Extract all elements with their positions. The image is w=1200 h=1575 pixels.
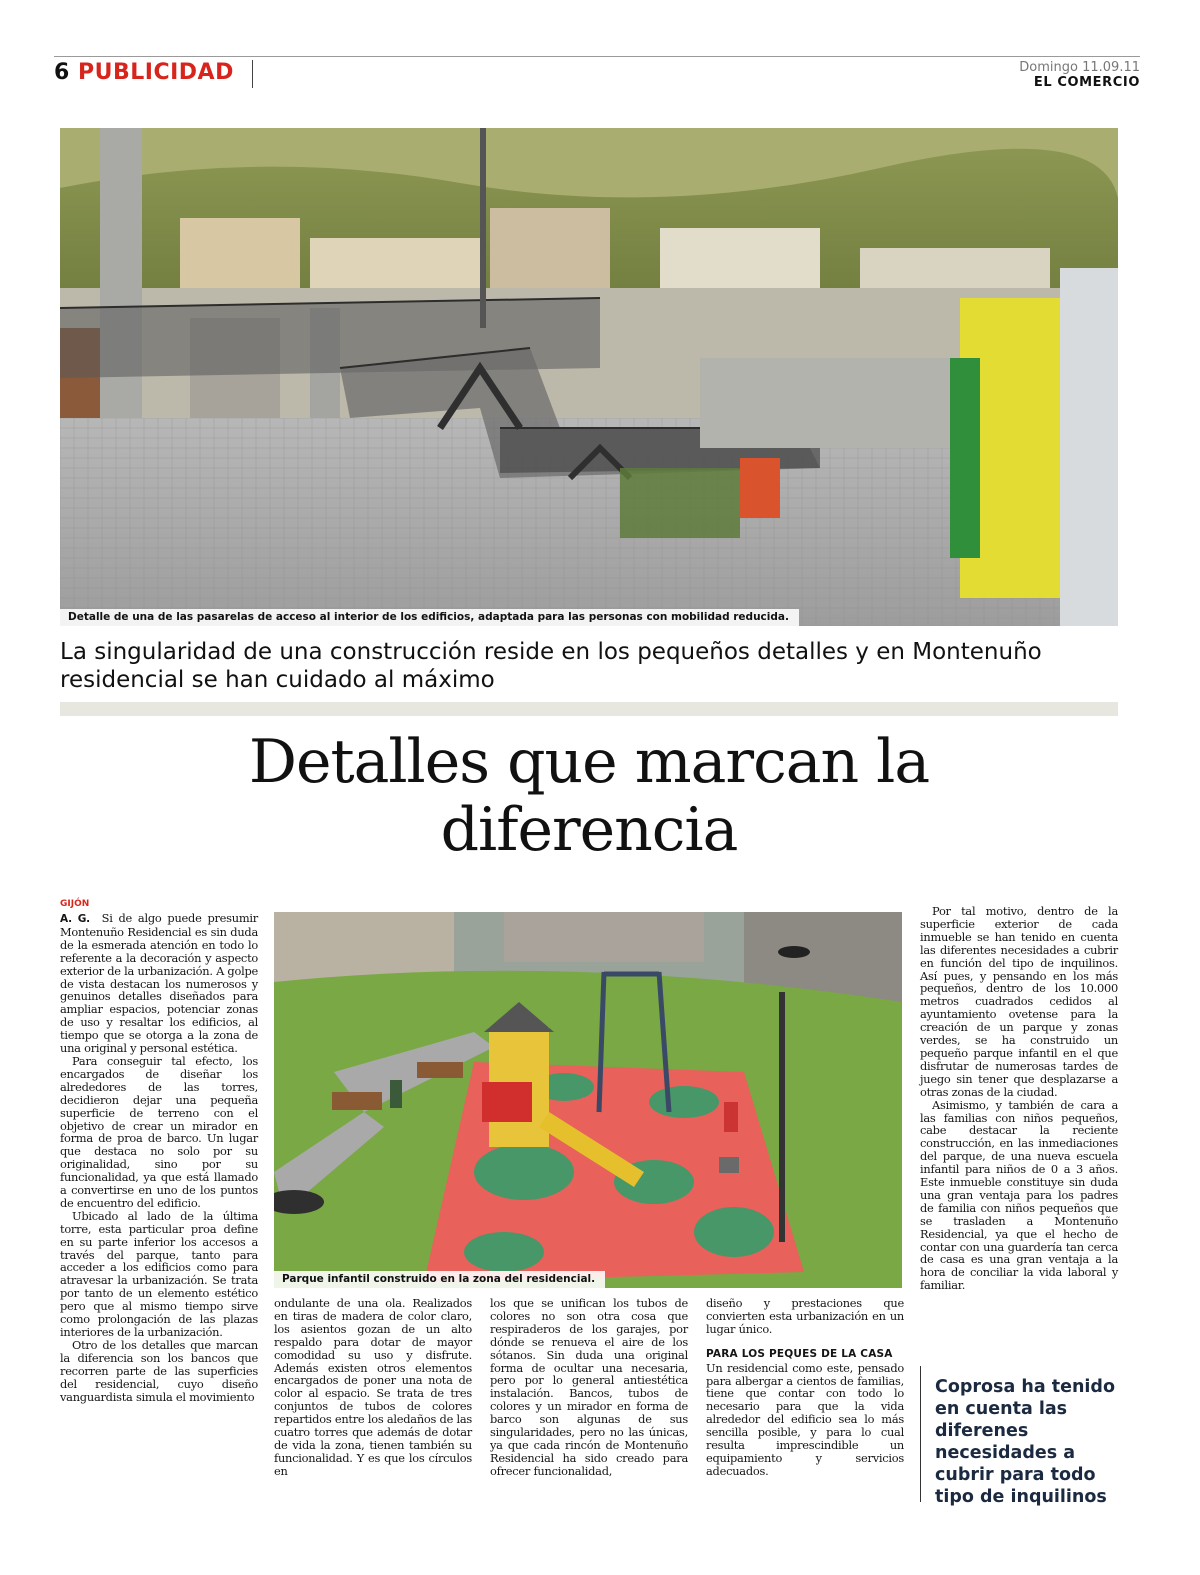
newspaper-name: EL COMERCIO bbox=[1033, 75, 1140, 90]
paragraph: Asimismo, y también de cara a las familias con niños pequeños, cabe destacar la reciente construcción, en las inmediaciones del parque, de una nueva escuela infantil para niños de 0 a 3 años. Este inmueble constituye sin duda una gran ventaja para los padres de familia con niños pequeños que se trasladen a Montenuño Residencial, ya que el hecho de contar con una guardería tan cerca de casa es una gran ventaja a la hora de conciliar la vida laboral y familiar. bbox=[920, 1097, 1118, 1293]
article-byline: A. G. bbox=[60, 913, 90, 925]
pull-quote: Coprosa ha tenido en cuenta las diferenes necesidades a cubrir para todo tipo de inquilinos bbox=[935, 1377, 1115, 1507]
playground-photo-caption: Parque infantil construido en la zona del residencial. bbox=[274, 1271, 605, 1288]
paragraph: Por tal motivo, dentro de la superficie exterior de cada inmueble se han tenido en cuenta las diferentes necesidades a cubrir en función del tipo de inquilinos. Así pues, y pensando en los más pequeños, dentro de los 10.000 metros cuadrados cedidos al ayuntamiento ovetense para la creación de un parque y zonas verdes, se ha construido un pequeño parque infantil en el que disfrutar de numerosas tardes de juego sin tener que desplazarse a otras zonas de la ciudad. bbox=[920, 904, 1118, 1099]
article-column-5 bbox=[920, 905, 1118, 1292]
headline-line-2: diferencia bbox=[440, 795, 738, 865]
paragraph: Ubicado al lado de la última torre, esta particular proa define en su parte inferior los accesos a través del parque, tanto para acceder a los edificios como para atravesar la urbanización. Se trata por tanto de un elemento estético pero que al mismo tiempo sirve como prolongación de las plazas interiores de la urbanización. bbox=[60, 1208, 258, 1339]
top-rule bbox=[54, 56, 1140, 57]
article-column-4 bbox=[706, 1297, 904, 1478]
headline-line-1: Detalles que marcan la bbox=[248, 727, 930, 797]
article-column-3 bbox=[490, 1297, 688, 1478]
pull-quote-box bbox=[920, 1366, 1121, 1507]
walkway-illustration bbox=[60, 128, 1118, 626]
paragraph: los que se unifican los tubos de colores no son otra cosa que respiraderos de los garajes, por dónde se renueva el aire de los sótanos. Sin duda una original forma de ocultar una necesaria, pero por lo general antiestética instalación. Bancos, tubos de colores y un mirador en forma de barco son algunas de sus singularidades, pero no las únicas, ya que cada rincón de Montenuño Residencial ha sido creado para ofrecer funcionalidad, bbox=[490, 1296, 688, 1478]
article-subtitle: La singularidad de una construcción reside en los pequeños detalles y en Montenuño residencial se han cuidado al máximo bbox=[60, 639, 1042, 693]
issue-date: Domingo 11.09.11 bbox=[1019, 60, 1140, 75]
paragraph: ondulante de una ola. Realizados en tiras de madera de color claro, los asientos gozan de un alto respaldo para dotar de mayor comodidad su uso y disfrute. Además existen otros elementos encargados de poner una nota de color al espacio. Se trata de tres conjuntos de tubos de colores repartidos entre los aledaños de las cuatro torres que además de dotar de vida la zona, tienen también su funcionalidad. Y es que los círculos en bbox=[274, 1296, 472, 1478]
article-column-1 bbox=[60, 912, 258, 1403]
section-label: PUBLICIDAD bbox=[78, 60, 234, 85]
paragraph-text: Si de algo puede presumir Montenuño Residencial es sin duda de la esmerada atención en todo lo referente a la decoración y aspecto exterior de la urbanización. A golpe de vista destacan los numerosos y genuinos detalles diseñados para ampliar espacios, potenciar zonas de uso y resaltar los edificios, al tiempo que se otorga a la zona de una original y personal estética. bbox=[60, 911, 258, 1056]
playground-illustration bbox=[274, 912, 902, 1288]
page-number: 6 bbox=[54, 60, 70, 85]
paragraph: Un residencial como este, pensado para albergar a cientos de familias, tiene que contar con todo lo necesario para que la vida alrededor del edificio sea lo más sencilla posible, y para lo cual resulta imprescindible un equipamiento y servicios adecuados. bbox=[706, 1360, 904, 1478]
subtitle-rule bbox=[60, 702, 1118, 716]
walkway-photo bbox=[60, 128, 1118, 626]
article-headline bbox=[60, 728, 1118, 864]
article-column-2 bbox=[274, 1297, 472, 1478]
paragraph: Para conseguir tal efecto, los encargados de diseñar los alrededores de las torres, decidieron dejar una pequeña superficie de terreno con el objetivo de crear un mirador en forma de proa de barco. Un lugar que destaca no solo por su originalidad, sino por su funcionalidad, ya que está llamado a convertirse en uno de los puntos de encuentro del edificio. bbox=[60, 1053, 258, 1210]
paragraph: Otro de los detalles que marcan la diferencia son los bancos que recorren parte de las superficies del residencial, cuyo diseño vanguardista simula el movimiento bbox=[60, 1337, 258, 1404]
paragraph: diseño y prestaciones que convierten esta urbanización en un lugar único. bbox=[706, 1296, 904, 1336]
walkway-photo-caption: Detalle de una de las pasarelas de acceso al interior de los edificios, adaptada para las personas con mobilidad reducida. bbox=[60, 609, 799, 626]
paragraph bbox=[60, 912, 258, 1055]
masthead-separator bbox=[252, 60, 253, 88]
playground-photo bbox=[274, 912, 902, 1288]
section-subhead: PARA LOS PEQUES DE LA CASA bbox=[706, 1347, 893, 1360]
article-location: GIJÓN bbox=[60, 899, 90, 909]
